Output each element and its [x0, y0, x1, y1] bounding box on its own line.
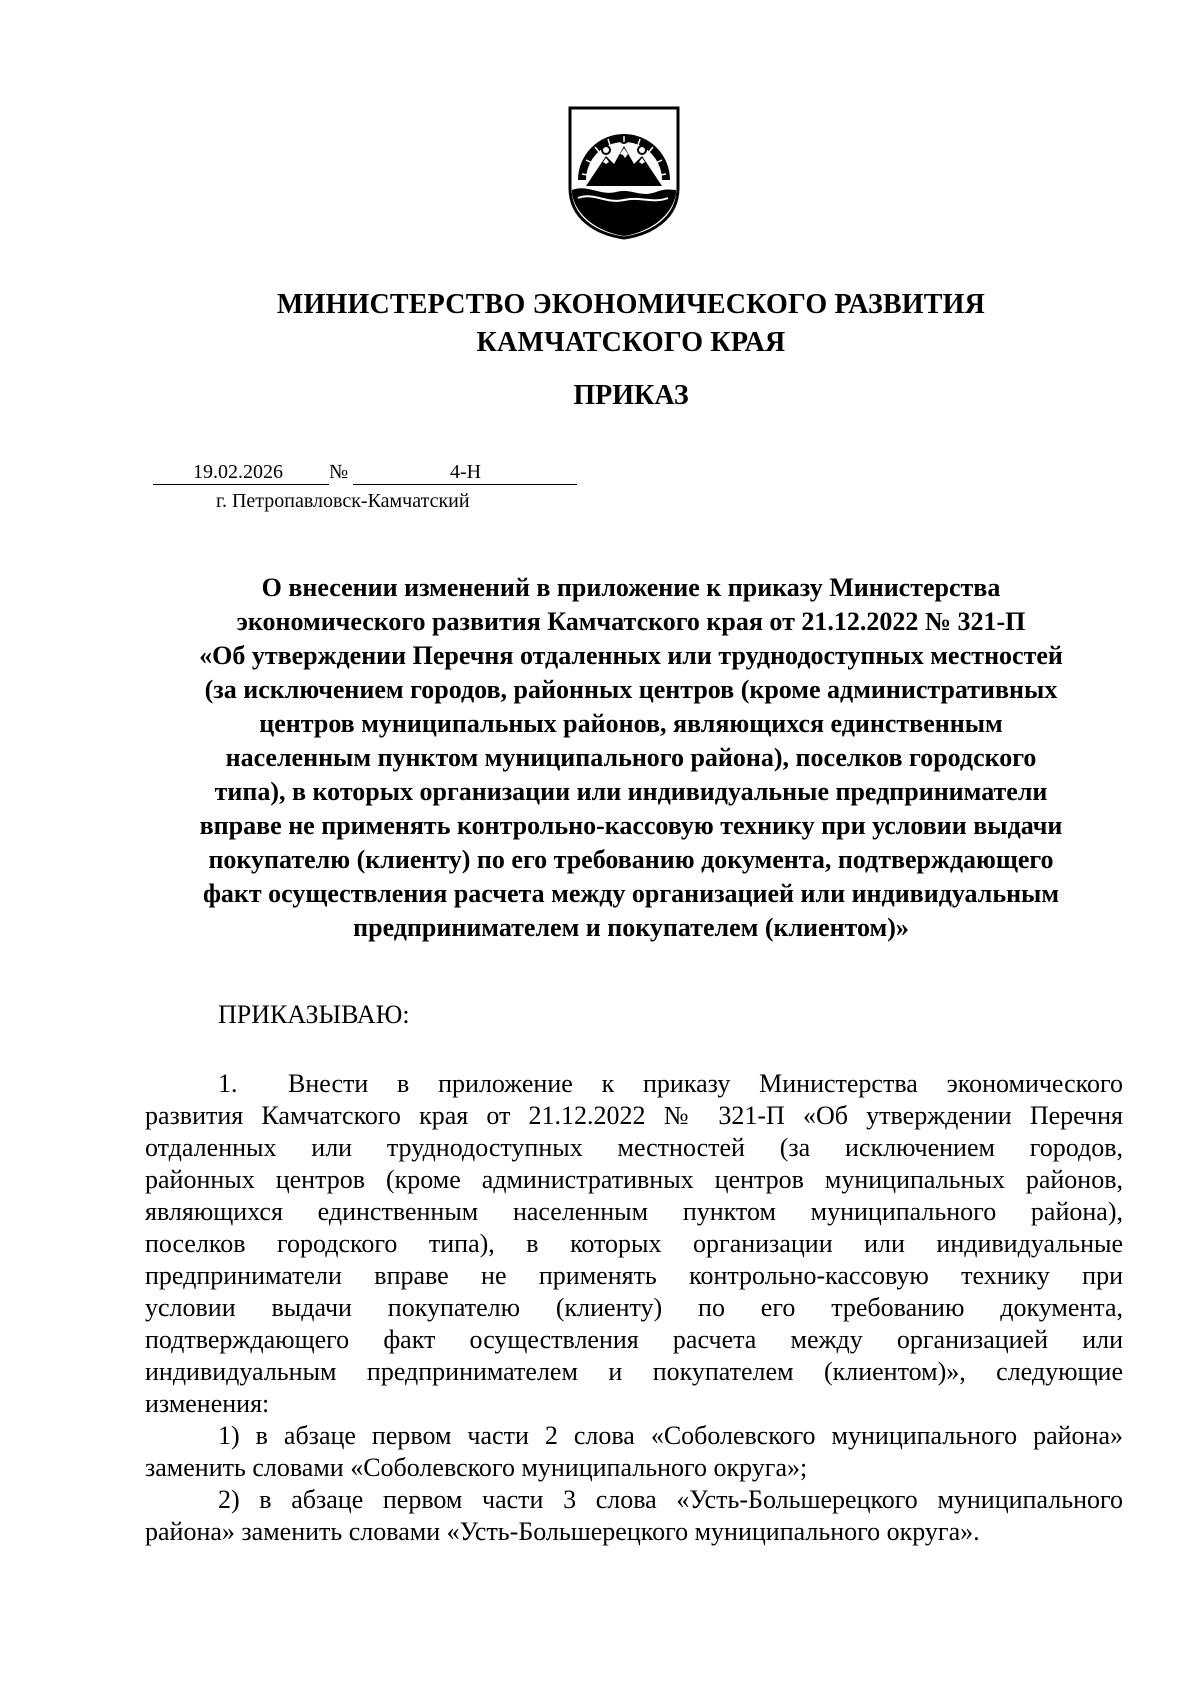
city: г. Петропавловск-Камчатский [216, 490, 470, 512]
ministry-line-1: МИНИСТЕРСТВО ЭКОНОМИЧЕСКОГО РАЗВИТИЯ [276, 289, 986, 320]
item-1-line: условии выдачи покупателю (клиенту) по его требованию документа, [145, 1293, 1123, 1322]
subitem-2-line-2: района» заменить словами «Усть-Большерецкого муниципального округа». [145, 1517, 980, 1546]
subject-line: факт осуществления расчета между организацией или индивидуальным [202, 879, 1060, 908]
item-1-line: поселков городского типа), в которых организации или индивидуальные [145, 1229, 1123, 1258]
document-type: ПРИКАЗ [573, 380, 689, 411]
subitem-2-line-1: 2) в абзаце первом части 3 слова «Усть-Большерецкого муниципального [218, 1485, 1123, 1514]
item-1-line: индивидуальным предпринимателем и покупателем (клиентом)», следующие [145, 1357, 1123, 1386]
item-1-line: предприниматели вправе не применять контрольно-кассовую технику при [145, 1261, 1123, 1290]
order-date: 19.02.2026 [193, 461, 283, 483]
ministry-name [140, 286, 1122, 362]
item-1-line: являющихся единственным населенным пунктом муниципального района), [145, 1197, 1123, 1226]
item-1-text: Внести в приложение к приказу Министерства экономического [288, 1069, 1123, 1098]
subitem-1-line-2: заменить словами «Соболевского муниципального округа»; [145, 1453, 808, 1482]
subject-line: О внесении изменений в приложение к приказу Министерства [261, 573, 1001, 602]
subject-line: экономического развития Камчатского края от 21.12.2022 № 321-П [236, 607, 1026, 636]
subject-line: типа), в которых организации или индивидуальные предприниматели [214, 777, 1048, 806]
ministry-line-2: КАМЧАТСКОГО КРАЯ [476, 327, 786, 358]
subject-line: «Об утверждении Перечня отдаленных или труднодоступных местностей [199, 641, 1063, 670]
subject-line: вправе не применять контрольно-кассовую технику при условии выдачи [199, 811, 1063, 840]
subject-line: центров муниципальных районов, являющихся единственным [259, 709, 1003, 738]
item-1-first-line [145, 1068, 1123, 1100]
subject-line: покупателю (клиенту) по его требованию документа, подтверждающего [208, 845, 1054, 874]
date-underline [153, 484, 329, 485]
order-body [145, 1068, 1123, 1548]
number-sign: № [329, 461, 349, 483]
item-1-line: изменения: [145, 1389, 270, 1418]
orders-word: ПРИКАЗЫВАЮ: [218, 1000, 410, 1029]
subject-line: населенным пунктом муниципального района), поселков городского [225, 743, 1037, 772]
subitem-1-line-1: 1) в абзаце первом части 2 слова «Соболевского муниципального района» [218, 1421, 1123, 1450]
coat-of-arms-icon [568, 106, 680, 240]
item-1-line: отдаленных или труднодоступных местностей (за исключением городов, [145, 1133, 1123, 1162]
number-underline [353, 484, 577, 485]
item-1-line: развития Камчатского края от 21.12.2022 № 321-П «Об утверждении Перечня [145, 1101, 1123, 1130]
subject-line: (за исключением городов, районных центров (кроме административных [204, 675, 1058, 704]
order-number: 4-Н [450, 461, 482, 483]
item-1-number: 1. [218, 1069, 238, 1098]
subject-line: предпринимателем и покупателем (клиентом)» [353, 913, 909, 942]
item-1-line: подтверждающего факт осуществления расчета между организацией или [145, 1325, 1123, 1354]
item-1-line: районных центров (кроме административных центров муниципальных районов, [145, 1165, 1123, 1194]
registration-line [153, 460, 577, 484]
order-subject [140, 571, 1122, 945]
